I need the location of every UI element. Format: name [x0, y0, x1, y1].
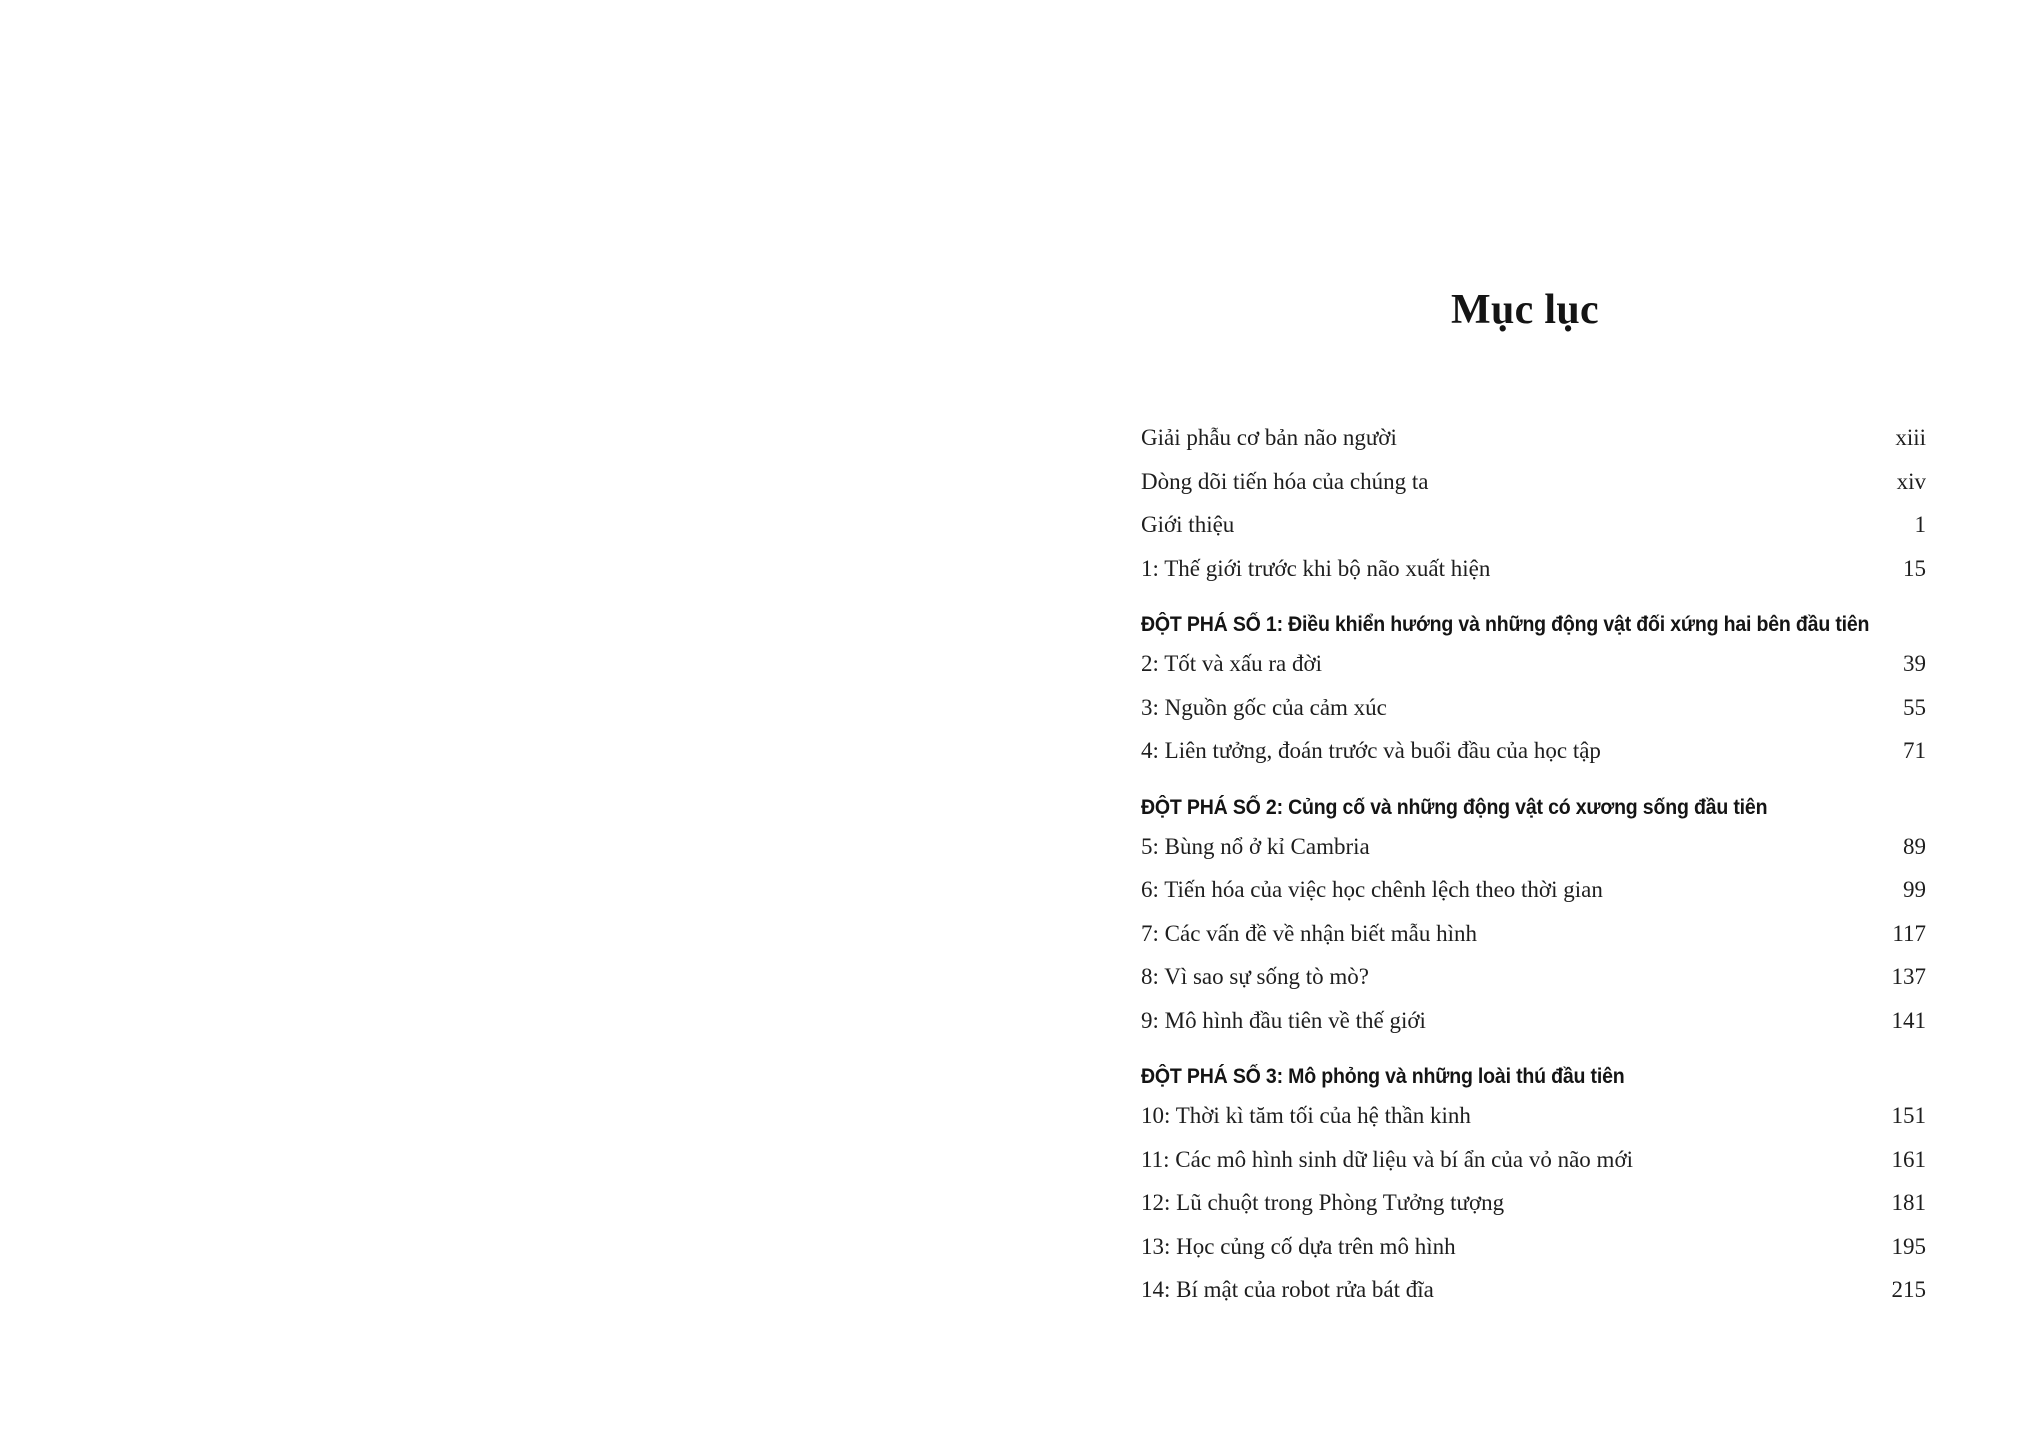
toc-entry-page: 55 [1903, 694, 1926, 720]
toc-entry-page: 215 [1891, 1277, 1926, 1302]
toc-entry-title: 6: Tiến hóa của việc học chênh lệch theo thời gian [1141, 877, 1603, 902]
toc-entry-title: 4: Liên tưởng, đoán trước và buổi đầu của học tập [1141, 738, 1601, 763]
toc-entry-page: 161 [1891, 1146, 1926, 1172]
toc-entry [1141, 834, 1926, 878]
toc-entry [1141, 738, 1926, 782]
toc-section-heading: ĐỘT PHÁ SỐ 1: Điều khiển hướng và những động vật đối xứng hai bên đầu tiên [1141, 613, 1870, 636]
toc-entry-page: xiii [1895, 425, 1926, 450]
toc-entry-page: xiv [1896, 468, 1926, 494]
table-of-contents [1141, 425, 1926, 1321]
toc-entry-title: 13: Học củng cố dựa trên mô hình [1141, 1233, 1456, 1259]
toc-entry [1141, 695, 1926, 739]
toc-entry-page: 99 [1903, 877, 1926, 902]
toc-entry [1141, 1277, 1926, 1321]
toc-entry [1141, 469, 1926, 513]
toc-entry [1141, 512, 1926, 556]
toc-entry-page: 141 [1891, 1007, 1926, 1033]
toc-entry [1141, 877, 1926, 921]
toc-section-heading: ĐỘT PHÁ SỐ 2: Củng cố và những động vật có xương sống đầu tiên [1141, 795, 1768, 819]
toc-entry-title: 7: Các vấn đề về nhận biết mẫu hình [1141, 920, 1477, 946]
toc-entry [1141, 1103, 1926, 1147]
toc-entry [1141, 921, 1926, 965]
toc-entry-page: 39 [1903, 651, 1926, 676]
toc-entry-page: 117 [1892, 920, 1926, 946]
toc-entry-page: 181 [1891, 1190, 1926, 1215]
toc-title: Mục lục [1451, 287, 1599, 333]
toc-entry-title: 3: Nguồn gốc của cảm xúc [1141, 694, 1387, 720]
toc-entry [1141, 1190, 1926, 1234]
toc-entry-title: 1: Thế giới trước khi bộ não xuất hiện [1141, 555, 1491, 581]
toc-section-heading: ĐỘT PHÁ SỐ 3: Mô phỏng và những loài thú đầu tiên [1141, 1065, 1625, 1088]
toc-entry-title: 11: Các mô hình sinh dữ liệu và bí ẩn của vỏ não mới [1141, 1146, 1633, 1172]
toc-entry [1141, 1147, 1926, 1191]
toc-entry-title: Giới thiệu [1141, 512, 1235, 537]
toc-entry-page: 71 [1903, 738, 1926, 763]
toc-entry [1141, 964, 1926, 1008]
toc-entry-title: 14: Bí mật của robot rửa bát đĩa [1141, 1277, 1434, 1302]
toc-entry-title: 12: Lũ chuột trong Phòng Tưởng tượng [1141, 1190, 1505, 1215]
toc-entry-title: Dòng dõi tiến hóa của chúng ta [1141, 468, 1429, 494]
toc-entry [1141, 651, 1926, 695]
toc-entry-page: 137 [1891, 964, 1926, 989]
toc-entry-page: 15 [1903, 555, 1926, 581]
toc-entry-title: 2: Tốt và xấu ra đời [1141, 651, 1323, 676]
toc-entry [1141, 425, 1926, 469]
toc-entry-title: 10: Thời kì tăm tối của hệ thần kinh [1141, 1103, 1471, 1128]
toc-entry-title: 8: Vì sao sự sống tò mò? [1141, 964, 1369, 989]
toc-entry-title: 5: Bùng nổ ở kỉ Cambria [1141, 833, 1370, 859]
toc-entry-page: 1 [1914, 512, 1926, 537]
toc-entry-page: 89 [1903, 833, 1926, 859]
toc-entry-page: 195 [1891, 1233, 1926, 1259]
toc-entry-title: 9: Mô hình đầu tiên về thế giới [1141, 1007, 1426, 1033]
toc-entry [1141, 1234, 1926, 1278]
toc-entry [1141, 556, 1926, 600]
toc-entry [1141, 1008, 1926, 1052]
toc-entry-title: Giải phẫu cơ bản não người [1141, 425, 1397, 450]
toc-entry-page: 151 [1891, 1103, 1926, 1128]
